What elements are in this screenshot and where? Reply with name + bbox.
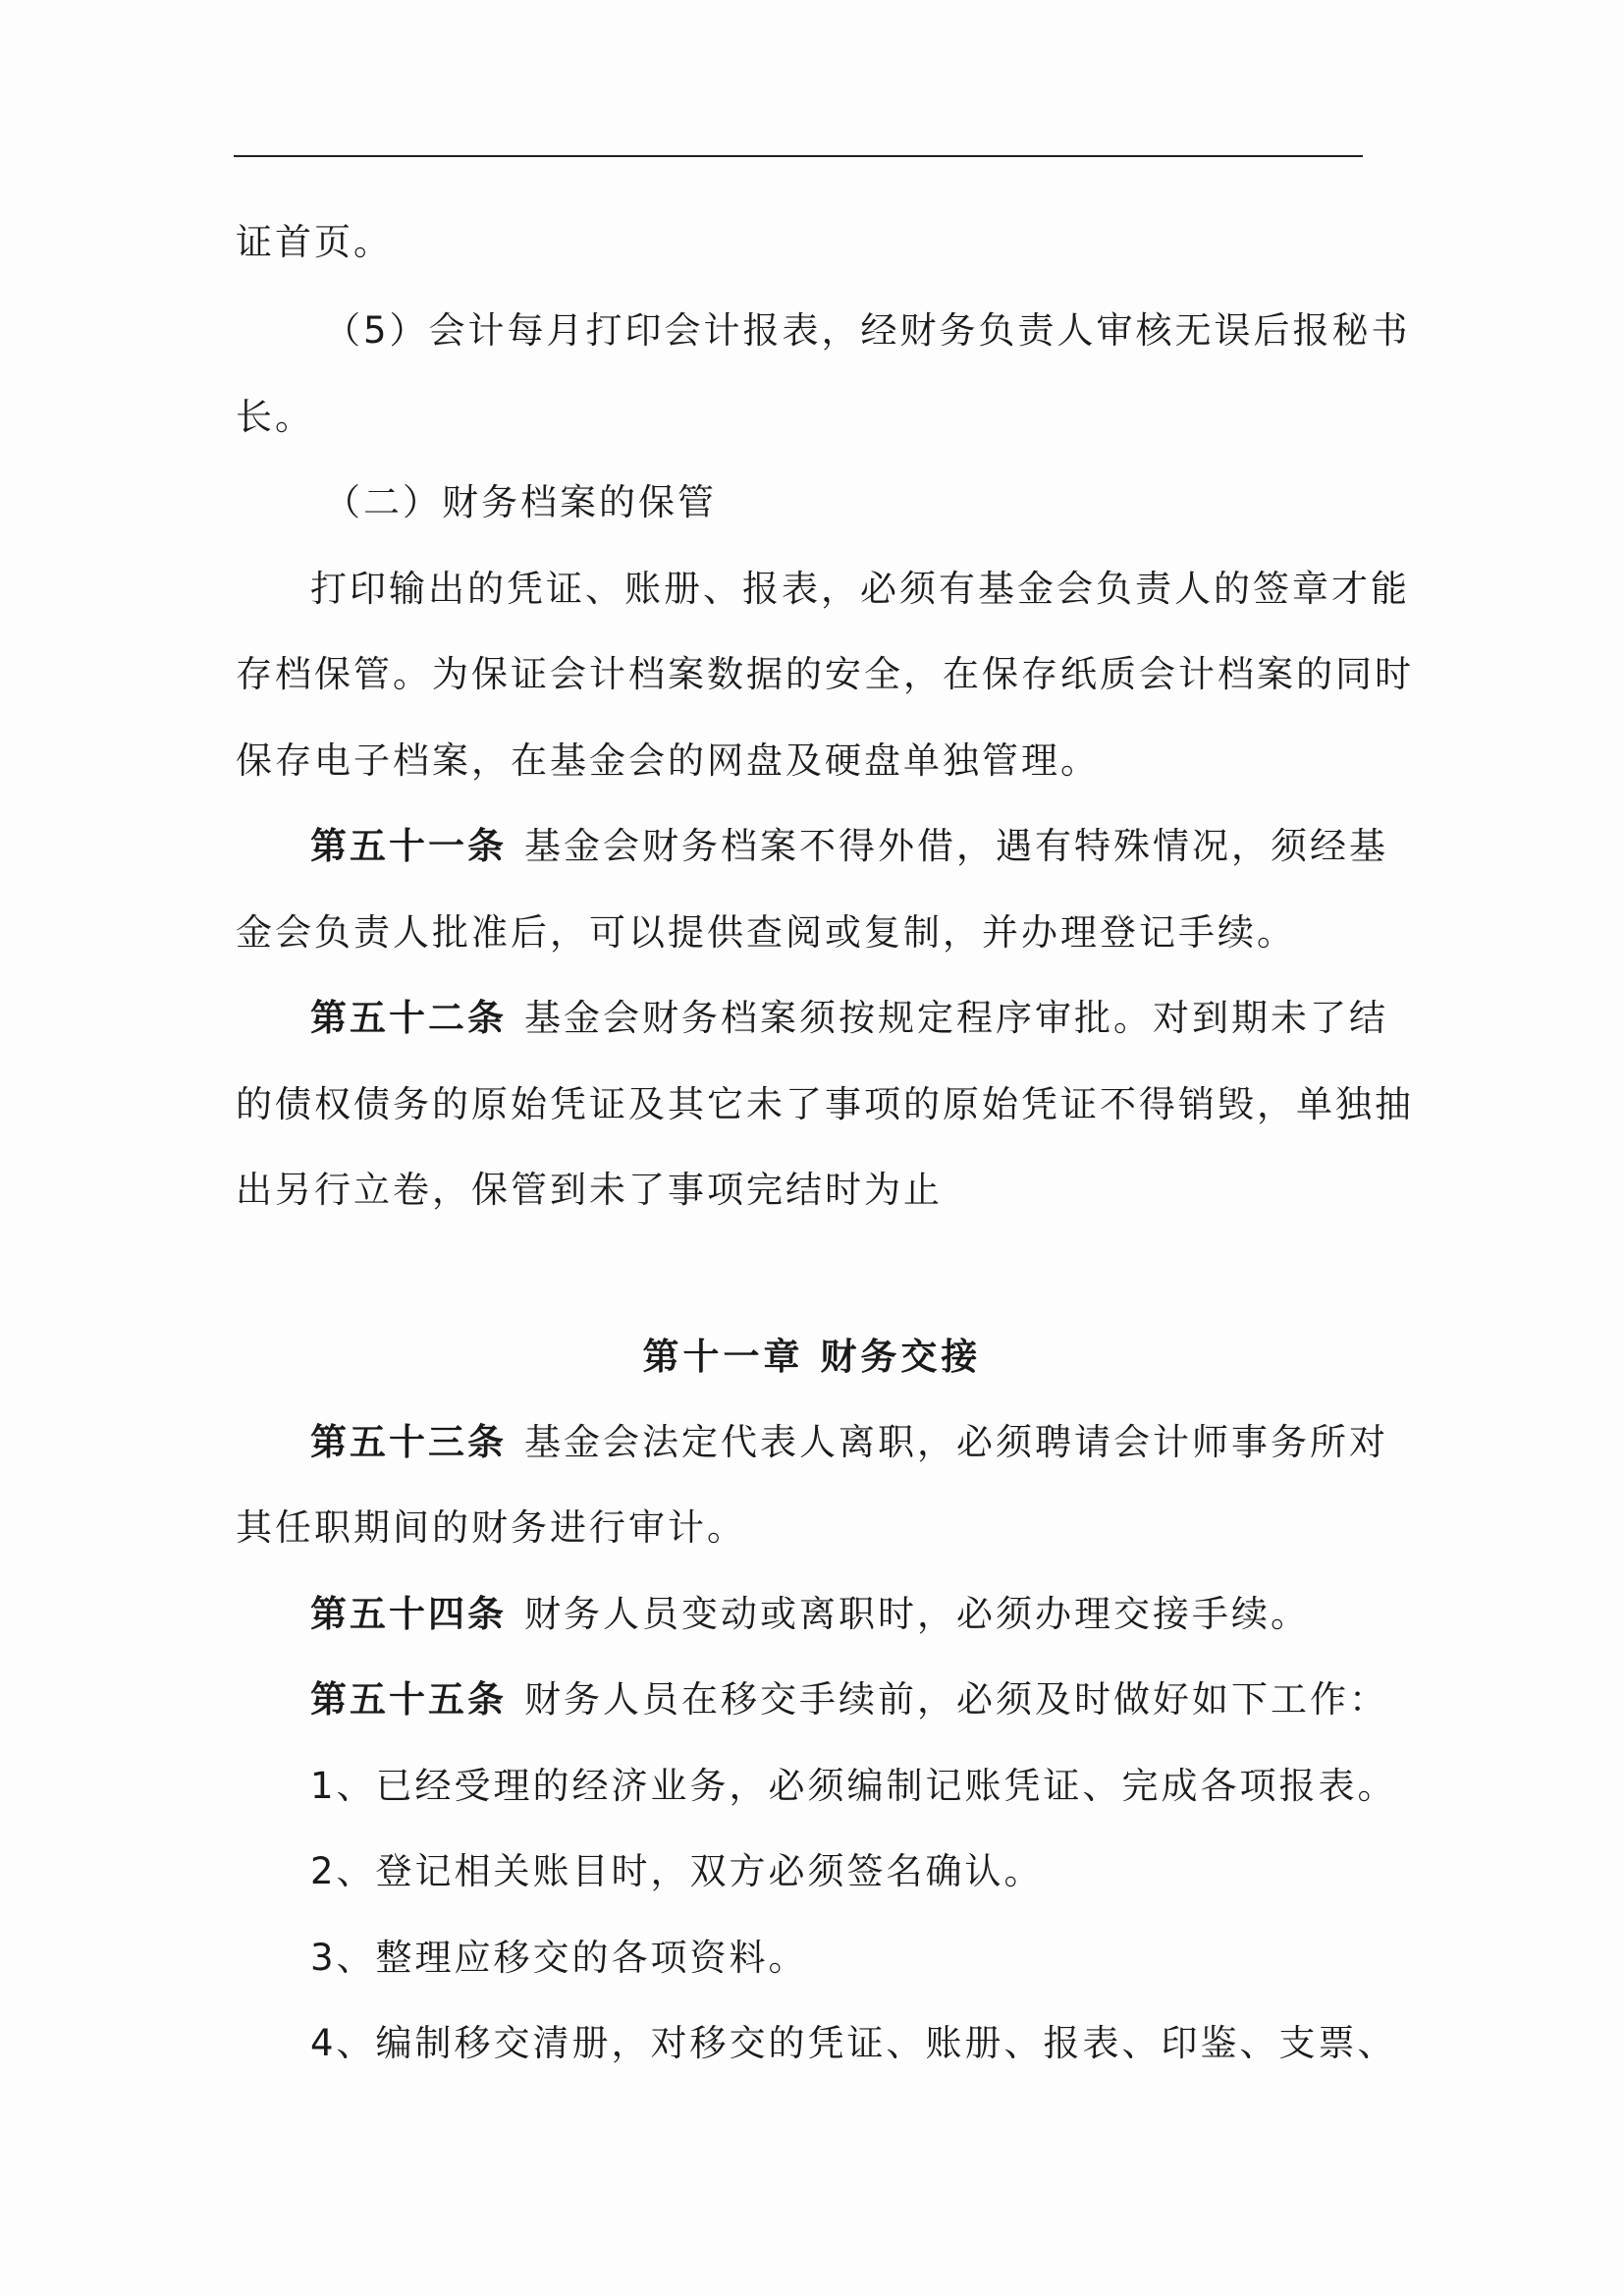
text-line: [310, 565, 1439, 614]
line-text: 出另行立卷，保管到未了事项完结时为止: [236, 1169, 943, 1211]
text-line: [324, 306, 1453, 355]
article-line: [310, 1590, 1439, 1639]
line-text: （二）财务档案的保管: [324, 481, 717, 523]
line-text: 基金会财务档案不得外借，遇有特殊情况，须经基: [524, 825, 1388, 867]
article-label: 第五十一条: [310, 825, 507, 867]
line-text: 3、整理应移交的各项资料。: [310, 1937, 808, 1979]
article-line: [310, 1418, 1439, 1467]
list-item: [310, 1847, 1439, 1896]
list-item: [310, 1934, 1439, 1983]
line-text: 财务人员变动或离职时，必须办理交接手续。: [524, 1593, 1310, 1635]
section-heading: [324, 478, 1453, 527]
text-line: [236, 1166, 1365, 1215]
article-line: [310, 822, 1439, 871]
line-text: 保存电子档案，在基金会的网盘及硬盘单独管理。: [236, 739, 1100, 782]
line-text: 2、登记相关账目时，双方必须签名确认。: [310, 1850, 1044, 1892]
line-text: 1、已经受理的经济业务，必须编制记账凭证、完成各项报表。: [310, 1765, 1397, 1807]
line-text: 的债权债务的原始凭证及其它未了事项的原始凭证不得销毁，单独抽: [236, 1083, 1414, 1125]
list-item: [310, 1762, 1439, 1811]
article-label: 第五十四条: [310, 1593, 507, 1635]
line-text: 长。: [236, 396, 314, 438]
article-label: 第五十三条: [310, 1421, 507, 1463]
header-rule: [234, 155, 1363, 157]
line-text: 基金会财务档案须按规定程序审批。对到期未了结: [524, 997, 1388, 1039]
article-label: 第五十五条: [310, 1678, 507, 1721]
line-text: 存档保管。为保证会计档案数据的安全，在保存纸质会计档案的同时: [236, 653, 1414, 695]
line-text: 其任职期间的财务进行审计。: [236, 1506, 746, 1549]
line-text: 4、编制移交清册，对移交的凭证、账册、报表、印鉴、支票、: [310, 2022, 1397, 2064]
text-line: [236, 737, 1365, 786]
article-line: [310, 994, 1439, 1043]
line-text: （5）会计每月打印会计报表，经财务负责人审核无误后报秘书: [324, 309, 1411, 352]
list-item: [310, 2019, 1439, 2068]
text-line: [236, 393, 1365, 442]
chapter-title: 第十一章 财务交接: [642, 1336, 982, 1378]
article-label: 第五十二条: [310, 997, 507, 1039]
text-line: [236, 218, 1365, 267]
text-line: [236, 1503, 1365, 1553]
article-line: [310, 1675, 1439, 1724]
text-line: [236, 650, 1414, 699]
line-text: 基金会法定代表人离职，必须聘请会计师事务所对: [524, 1421, 1388, 1463]
chapter-heading: [0, 1333, 1624, 1382]
line-text: 证首页。: [236, 221, 393, 263]
line-text: 金会负责人批准后，可以提供查阅或复制，并办理登记手续。: [236, 911, 1296, 954]
line-text: 打印输出的凭证、账册、报表，必须有基金会负责人的签章才能: [310, 568, 1410, 610]
line-text: 财务人员在移交手续前，必须及时做好如下工作：: [524, 1678, 1388, 1721]
text-line: [236, 1080, 1414, 1129]
text-line: [236, 908, 1365, 957]
